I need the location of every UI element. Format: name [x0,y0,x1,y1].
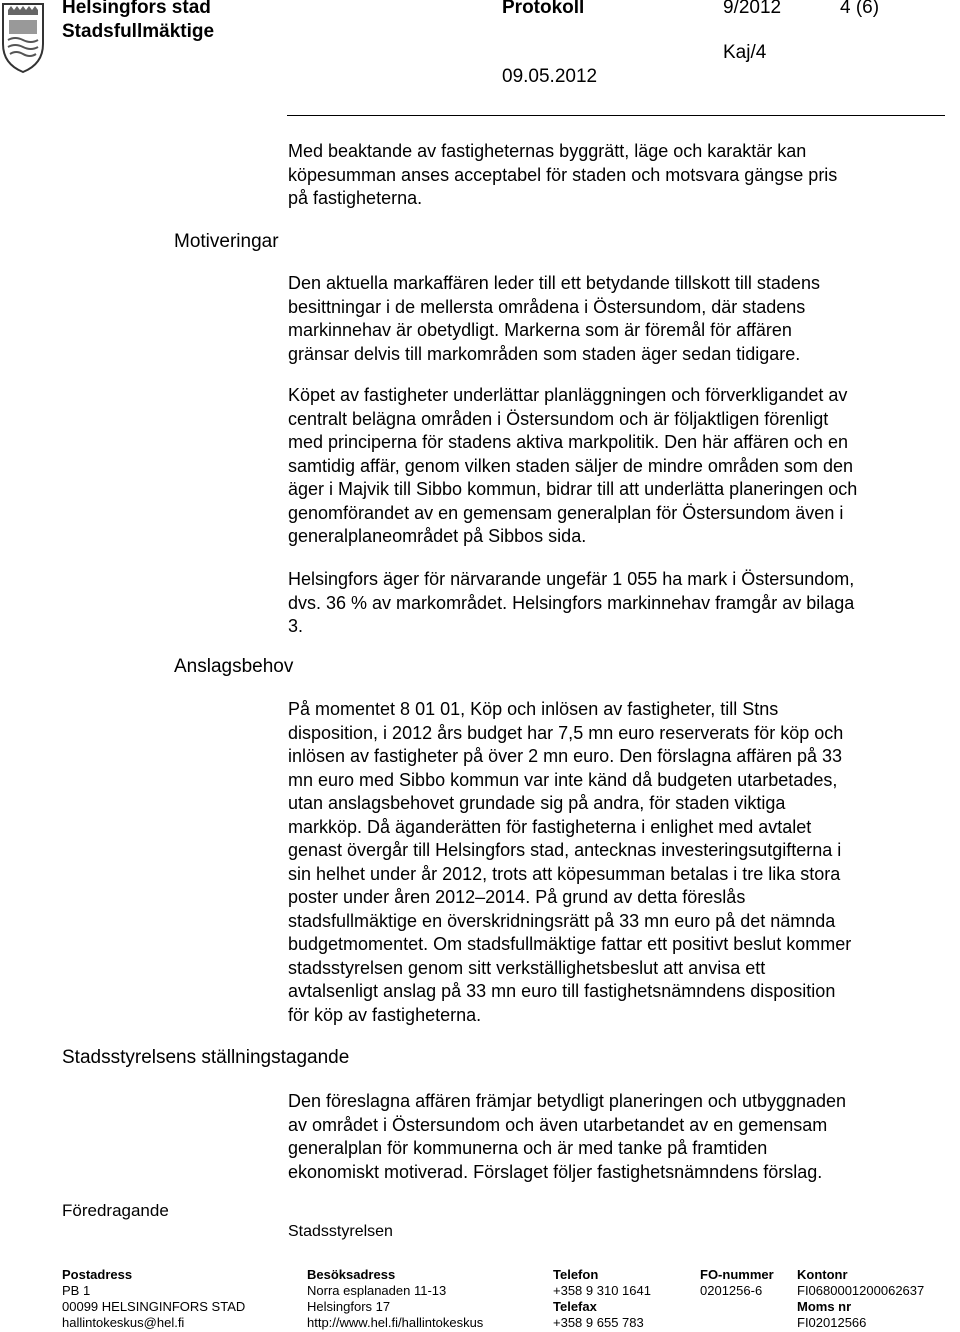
section-label-board-position: Stadsstyrelsens ställningstagande [62,1047,350,1068]
paragraph-3: Köpet av fastigheter underlättar planläggningen och förverkligandet av centralt belägna områden i Östersundom och är följaktligen förenligt med principerna för stadens aktiva markpolitik. Den här affären och en samtidig affär, genom vilken staden säljer de mindre områden som den äger i Majvik till Sibbo kommun, bidrar till att underlätta planeringen och genomförandet av en gemensam generalplan för Östersundom även i generalplaneområdet på Sibbos sida. [288,385,858,546]
paragraph-2: Den aktuella markaffären leder till ett betydande tillskott till stadens besittningar i de mellersta områdena i Östersundom, där stadens markinnehav är obetydligt. Markerna som är föremål för affären gränsar delvis till markområden som staden äger sedan tidigare. [288,273,820,364]
footer-email: hallintokeskus@hel.fi [62,1315,185,1330]
footer-account: Kontonr FI0680001200062637 Moms nr FI02012566 [797,1267,925,1330]
meeting-date: 09.05.2012 [502,66,598,87]
presenter-value: Stadsstyrelsen [288,1223,393,1240]
footer-fo-number: FO-nummer 0201256-6 [700,1267,774,1298]
section-label-appropriation: Anslagsbehov [174,656,294,677]
section-label-motivation: Motiveringar [174,231,279,252]
paragraph-1: Med beaktande av fastigheternas byggrätt, läge och karaktär kan köpesumman anses acceptabel för staden och motsvara gängse pris på fastigheterna. [288,141,838,208]
city-crest-logo [0,0,46,74]
footer-website: http://www.hel.fi/hallintokeskus [307,1315,484,1330]
doc-type: Protokoll [502,0,585,18]
section-label-presenter: Föredragande [62,1201,169,1220]
body-name: Stadsfullmäktige [62,21,215,42]
footer-postal: Postadress PB 1 00099 HELSINGINFORS STAD hallintokeskus@hel.fi [62,1267,246,1330]
protocol-number: 9/2012 [723,0,782,18]
page-number: 4 (6) [840,0,880,18]
footer-visit: Besöksadress Norra esplanaden 11-13 Helsingfors 17 http://www.hel.fi/hallintokeskus [307,1267,484,1330]
paragraph-4: Helsingfors äger för närvarande ungefär 1 055 ha mark i Östersundom, dvs. 36 % av markområdet. Helsingfors markinnehav framgår av bilaga 3. [288,569,855,636]
item-number: Kaj/4 [723,42,767,63]
paragraph-5: På momentet 8 01 01, Köp och inlösen av fastigheter, till Stns disposition, i 2012 års budget har 7,5 mn euro reserverats för köp och inlösen av fastigheter på över 2 mn euro. Den förslagna affären på 33 mn euro med Sibbo kommun var inte känd då budgeten utarbetades, utan anslagsbehovet grundade sig på andra, för staden viktiga markköp. Då äganderätten för fastigheterna i enlighet med avtalet genast övergår till Helsingfors stad, antecknas investeringsutgifterna i sin helhet under år 2012, trots att köpesumman betalas i tre lika stora poster under åren 2012–2014. På grund av detta föreslås stadsfullmäktige en överskridningsrätt på 33 mn euro på det nämnda budgetmomentet. Om stadsfullmäktige fattar ett positivt beslut kommer stadsstyrelsen genom sitt verkställighetsbeslut att anvisa ett avtalsenligt anslag på 33 mn euro till fastighetsnämndens disposition för köp av fastigheterna. [288,699,852,1025]
paragraph-6: Den föreslagna affären främjar betydligt planeringen och utbyggnaden av området i Östersundom och även utarbetandet av en gemensam generalplan för kommunerna och är med tanke på framtiden ekonomiskt motiverad. Förslaget följer fastighetsnämndens förslag. [288,1091,847,1182]
header-rule [287,115,945,116]
footer-phone: Telefon +358 9 310 1641 Telefax +358 9 655 783 [553,1267,651,1330]
org-name: Helsingfors stad [62,0,211,18]
